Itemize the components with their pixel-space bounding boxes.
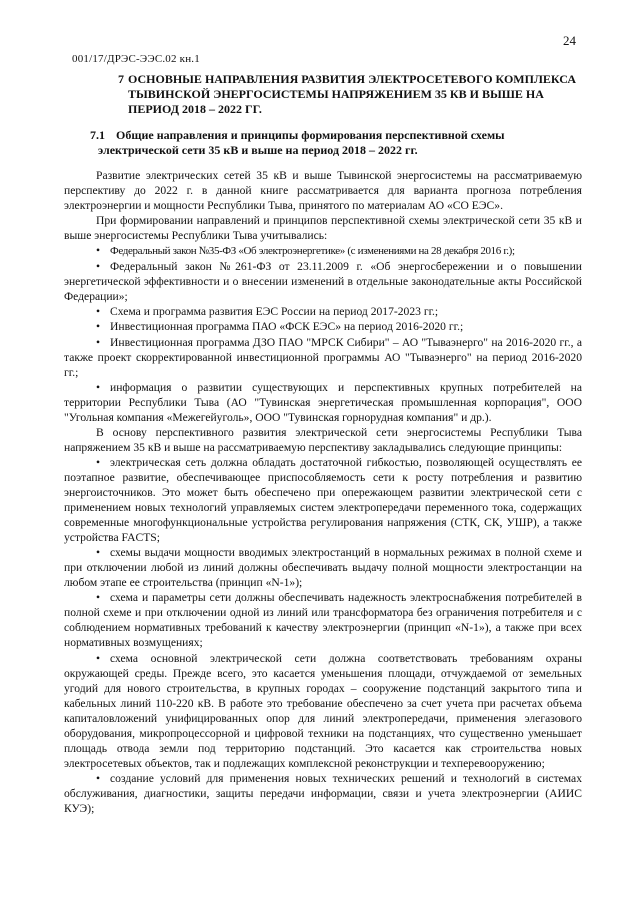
list-item: • схемы выдачи мощности вводимых электростанций в нормальных режимах в полной схеме и при отключении любой из линий должны обеспечивать выдачу полной мощности электростанции на любом этапе ее строительства (принцип «N-1»); — [64, 546, 582, 590]
bullet-icon: • — [96, 455, 101, 469]
bullet-icon: • — [96, 771, 101, 785]
list-item: • Федеральный закон №35-ФЗ «Об электроэнергетике» (с изменениями на 28 декабря 2016 г.); — [96, 244, 515, 258]
list-item: • создание условий для применения новых технических решений и технологий в системах обслуживания, диагностики, защиты передачи информации, связи и учета электроэнергии (АИИС КУЭ); — [64, 771, 582, 815]
chapter-number: 7 — [118, 72, 124, 86]
bullet-icon: • — [96, 591, 101, 605]
list-item: • Инвестиционная программа ДЗО ПАО "МРСК Сибири" – АО "Тываэнерго" на 2016-2020 гг., а также проект скорректированной инвестиционной программы АО "Тываэнерго" на период 2016-2020 гг.; — [64, 335, 582, 379]
considered-list — [64, 243, 582, 425]
list-item: • информация о развитии существующих и перспективных крупных потребителей на территории Республики Тыва (АО "Тувинская энергетическая промышленная корпорация", ООО "Угольная компания «Межегейуголь», ООО "Тувинская горнорудная компания" и др.). — [64, 380, 582, 424]
bullet-icon: • — [96, 335, 101, 349]
bullet-icon: • — [96, 305, 101, 319]
paragraph: При формировании направлений и принципов перспективной схемы электрической сети 35 кВ и выше энергосистемы Республики Тыва учитывались: — [64, 214, 582, 243]
chapter-title: ОСНОВНЫЕ НАПРАВЛЕНИЯ РАЗВИТИЯ ЭЛЕКТРОСЕТЕВОГО КОМПЛЕКСА ТЫВИНСКОЙ ЭНЕРГОСИСТЕМЫ НАПРЯЖЕНИЕМ 35 КВ И ВЫШЕ НА ПЕРИОД 2018 – 2022 ГГ. — [128, 72, 577, 116]
bullet-icon: • — [96, 651, 101, 665]
list-item: • Федеральный закон №261-ФЗ от 23.11.2009 г. «Об энергосбережении и о повышении энергетической эффективности и о внесении изменений в отдельные законодательные акты Российской Федерации»; — [64, 260, 582, 304]
section-number: 7.1 — [90, 128, 105, 142]
section-heading — [90, 128, 568, 158]
document-code: 001/17/ДРЭС-ЭЭС.02 кн.1 — [72, 53, 200, 65]
body-text — [64, 168, 582, 816]
list-item: • Схема и программа развития ЕЭС России на период 2017-2023 гг.; — [96, 305, 439, 319]
bullet-icon: • — [96, 546, 101, 560]
list-item: • электрическая сеть должна обладать достаточной гибкостью, позволяющей осуществлять ее поэтапное развитие, обеспечивающее приспособляемость сети к росту потребления и развитию энергоисточников. Это может быть обеспечено при опережающем развитии электрической сети с применением новых технологий управляемых систем электропередачи переменного тока, содержащих современные многофункциональные устройства регулирования напряжения (СТК, СК, УШР), а также устройства FACTS; — [64, 455, 582, 545]
bullet-icon: • — [96, 380, 101, 394]
bullet-icon: • — [96, 244, 101, 258]
paragraph: Развитие электрических сетей 35 кВ и выше Тывинской энергосистемы на рассматриваемую перспективу до 2022 г. в данной книге рассматривается для варианта прогноза потребления электроэнергии и мощности Республики Тыва, принятого по материалам АО «СО ЕЭС». — [64, 169, 582, 213]
bullet-icon: • — [96, 320, 101, 334]
chapter-heading — [118, 72, 588, 117]
section-title: Общие направления и принципы формирования перспективной схемы электрической сети 35 кВ и выше на период 2018 – 2022 гг. — [98, 128, 505, 157]
list-item: • Инвестиционная программа ПАО «ФСК ЕЭС» на период 2016-2020 гг.; — [96, 320, 464, 334]
list-item: • схема и параметры сети должны обеспечивать надежность электроснабжения потребителей в полной схеме и при отключении одной из линий или трансформатора без ограничения потребителя и с соблюдением нормативных требований к качеству электроэнергии (принцип «N-1»), а также при всех нормативных возмущениях; — [64, 591, 582, 650]
principles-list — [64, 455, 582, 816]
page-number: 24 — [563, 33, 576, 48]
list-item: • схема основной электрической сети должна соответствовать требованиям охраны окружающей среды. Прежде всего, это касается уменьшения площади, отчуждаемой от земельных угодий для нового строительства, в крупных городах – сооружение подстанций закрытого типа и кабельных линий 110-220 кВ. В работе это требование обеспечено за счет учета при расчетах объема капиталовложений унифицированных опор для линий электропередачи, применения элегазового оборудования, микропроцессорной и цифровой техники на подстанциях, что существенно уменьшает площадь отвода земли под территорию подстанций. Это касается как строительства новых электросетевых объектов, так и подлежащих комплексной реконструкции и техперевооружению; — [64, 651, 582, 770]
bullet-icon: • — [96, 260, 101, 274]
paragraph: В основу перспективного развития электрической сети энергосистемы Республики Тыва напряжением 35 кВ и выше на рассматриваемую перспективу закладывались следующие принципы: — [64, 425, 582, 454]
